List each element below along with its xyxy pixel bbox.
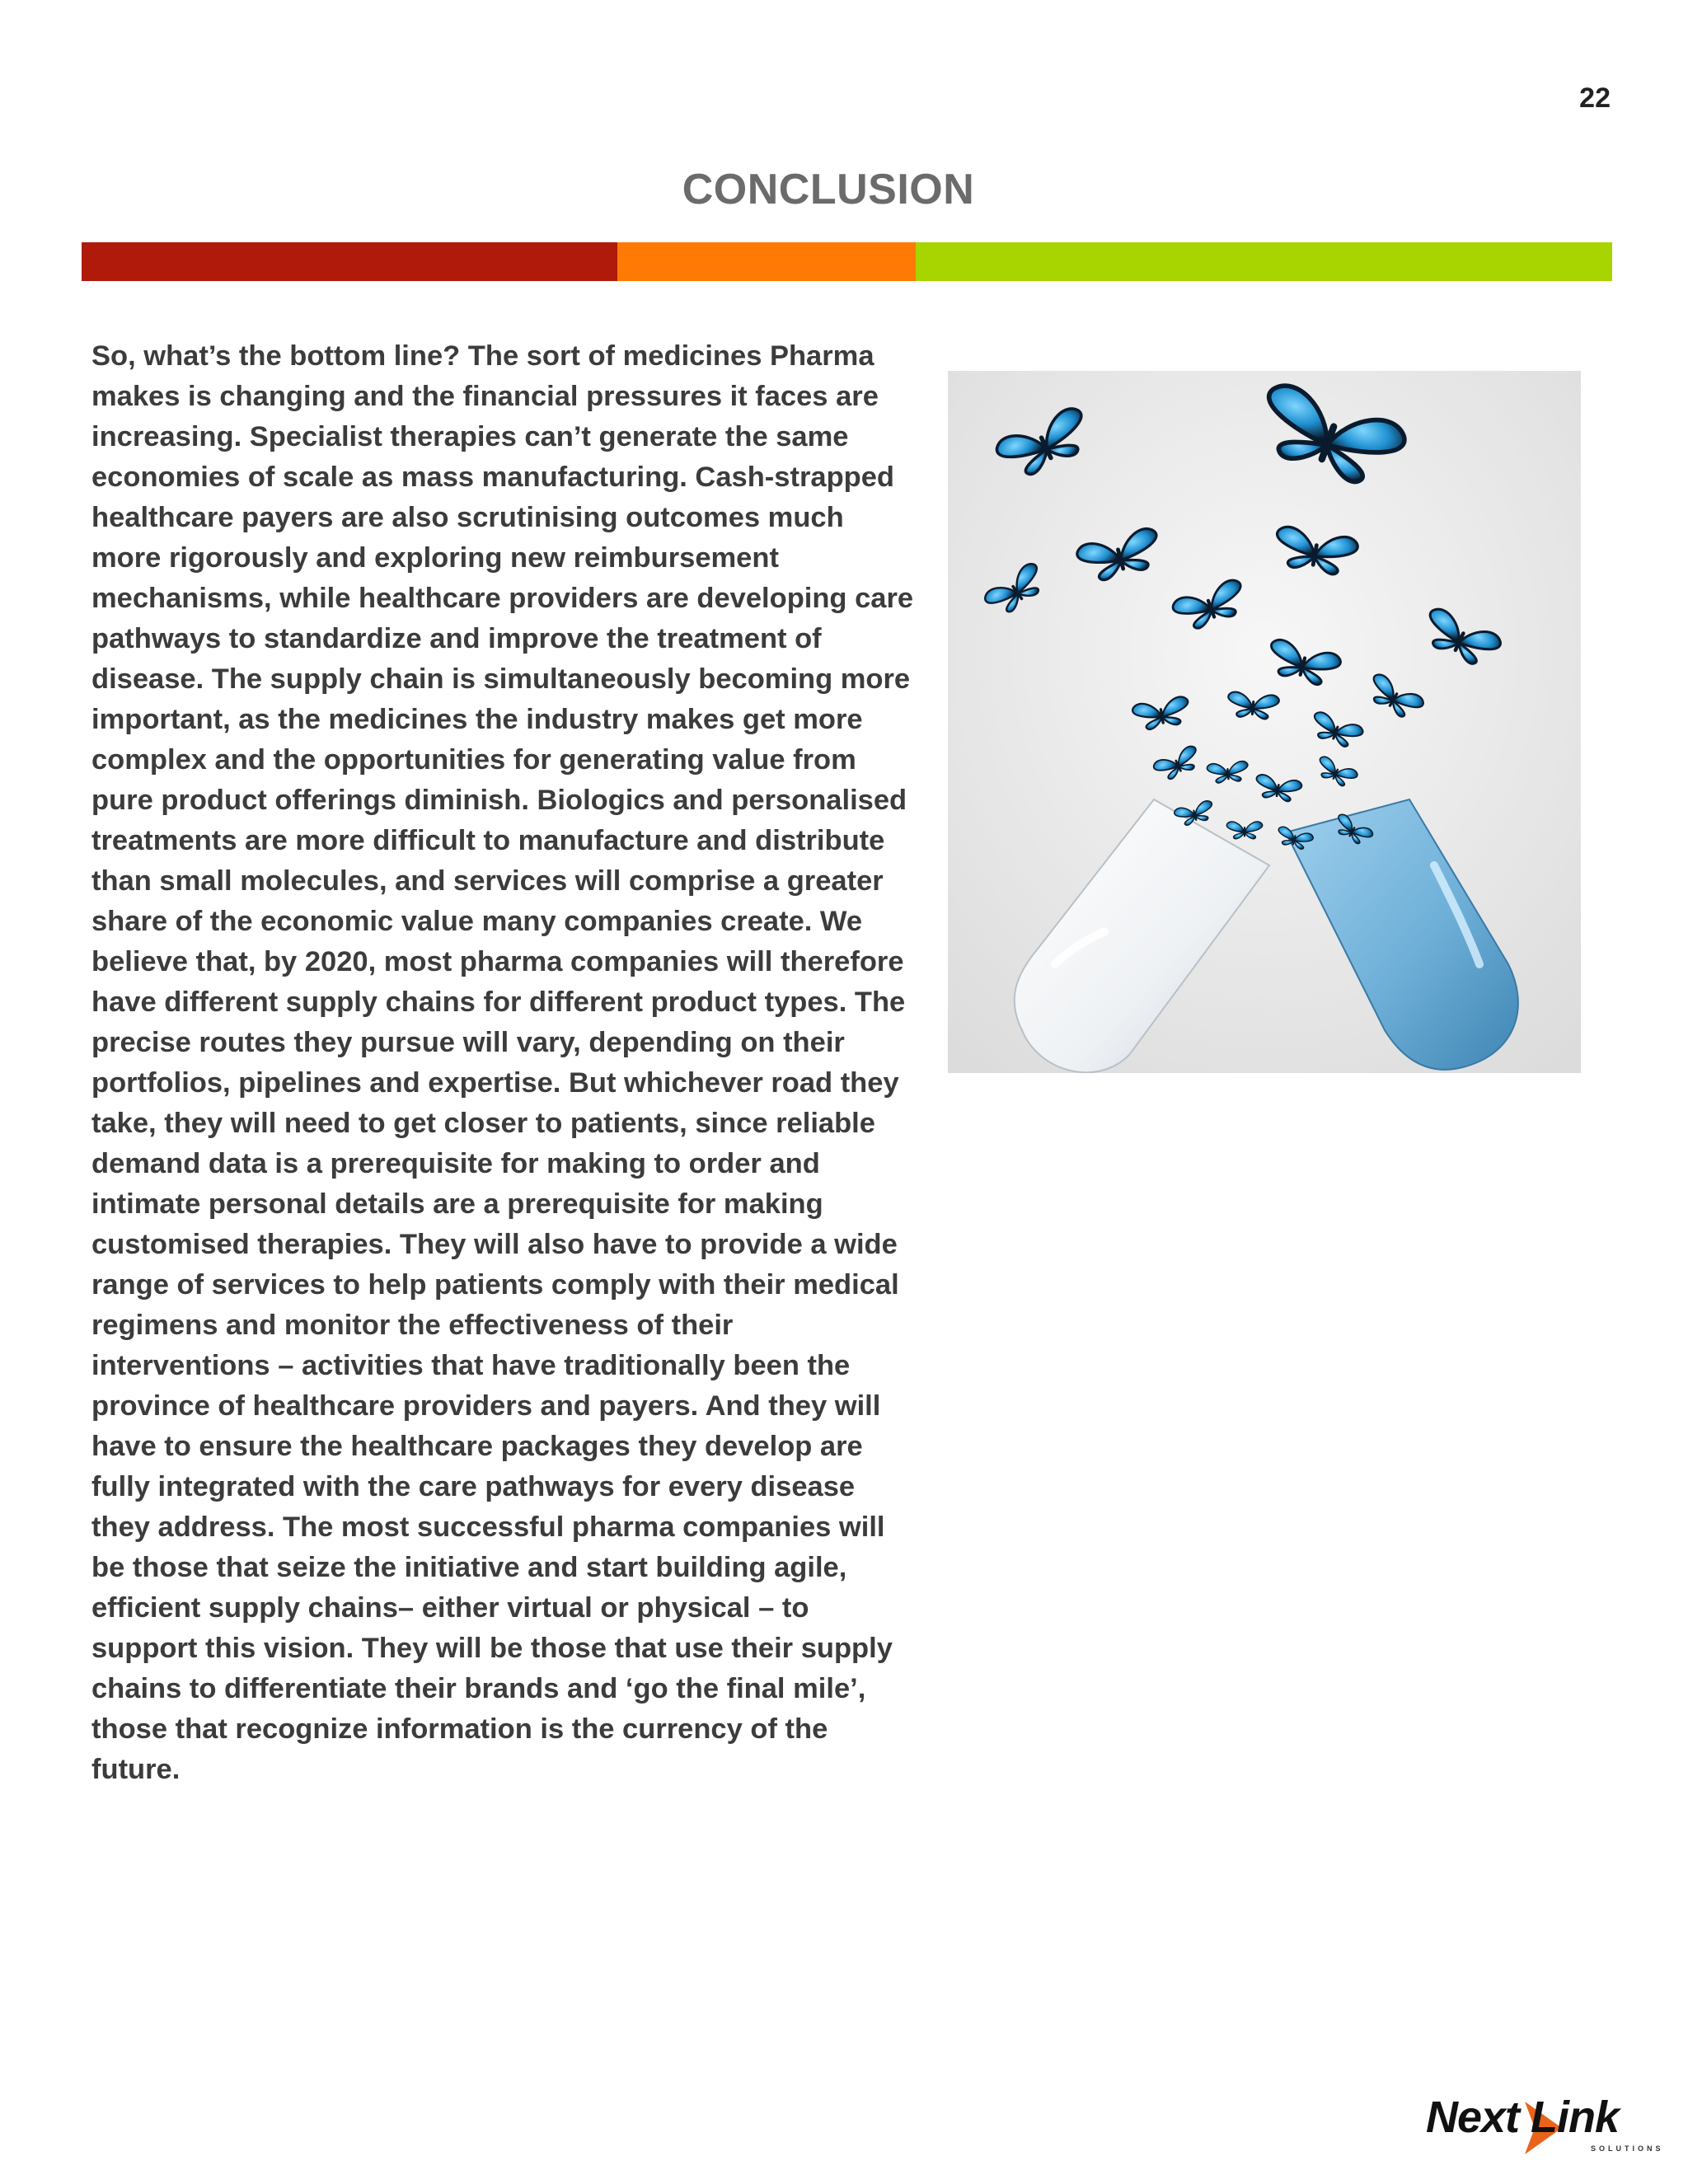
logo-wordmark: Next Link: [1426, 2093, 1620, 2142]
color-bar-orange-segment: [617, 242, 916, 281]
capsule-butterflies-illustration: [948, 371, 1581, 1073]
page-title: CONCLUSION: [682, 166, 975, 213]
nextlink-logo: [1426, 2085, 1664, 2159]
header-color-bar: [82, 242, 1612, 281]
logo-subtext: SOLUTIONS: [1591, 2144, 1664, 2153]
capsule-butterflies-image: [948, 371, 1581, 1073]
page-number: 22: [1579, 82, 1611, 114]
color-bar-green-segment: [916, 242, 1612, 281]
color-bar-red-segment: [82, 242, 617, 281]
conclusion-paragraph: So, what’s the bottom line? The sort of medicines Pharma makes is changing and the financial pressures it faces are increasing. Specialist therapies can’t generate the same economies of scale as mass manufacturing. Cash-strapped healthcare payers are also scrutinising outcomes much more rigorously and exploring new reimbursement mechanisms, while healthcare providers are developing care pathways to standardize and improve the treatment of disease. The supply chain is simultaneously becoming more important, as the medicines the industry makes get more complex and the opportunities for generating value from pure product offerings diminish. Biologics and personalised treatments are more difficult to manufacture and distribute than small molecules, and services will comprise a greater share of the economic value many companies create. We believe that, by 2020, most pharma companies will therefore have different supply chains for different product types. The precise routes they pursue will vary, depending on their portfolios, pipelines and expertise. But whichever road they take, they will need to get closer to patients, since reliable demand data is a prerequisite for making to order and intimate personal details are a prerequisite for making customised therapies. They will also have to provide a wide range of services to help patients comply with their medical regimens and monitor the effectiveness of their interventions – activities that have traditionally been the province of healthcare providers and payers. And they will have to ensure the healthcare packages they develop are fully integrated with the care pathways for every disease they address. The most successful pharma companies will be those that seize the initiative and start building agile, efficient supply chains– either virtual or physical – to support this vision. They will be those that use their supply chains to differentiate their brands and ‘go the final mile’, those that recognize information is the currency of the future.: [91, 340, 914, 1785]
